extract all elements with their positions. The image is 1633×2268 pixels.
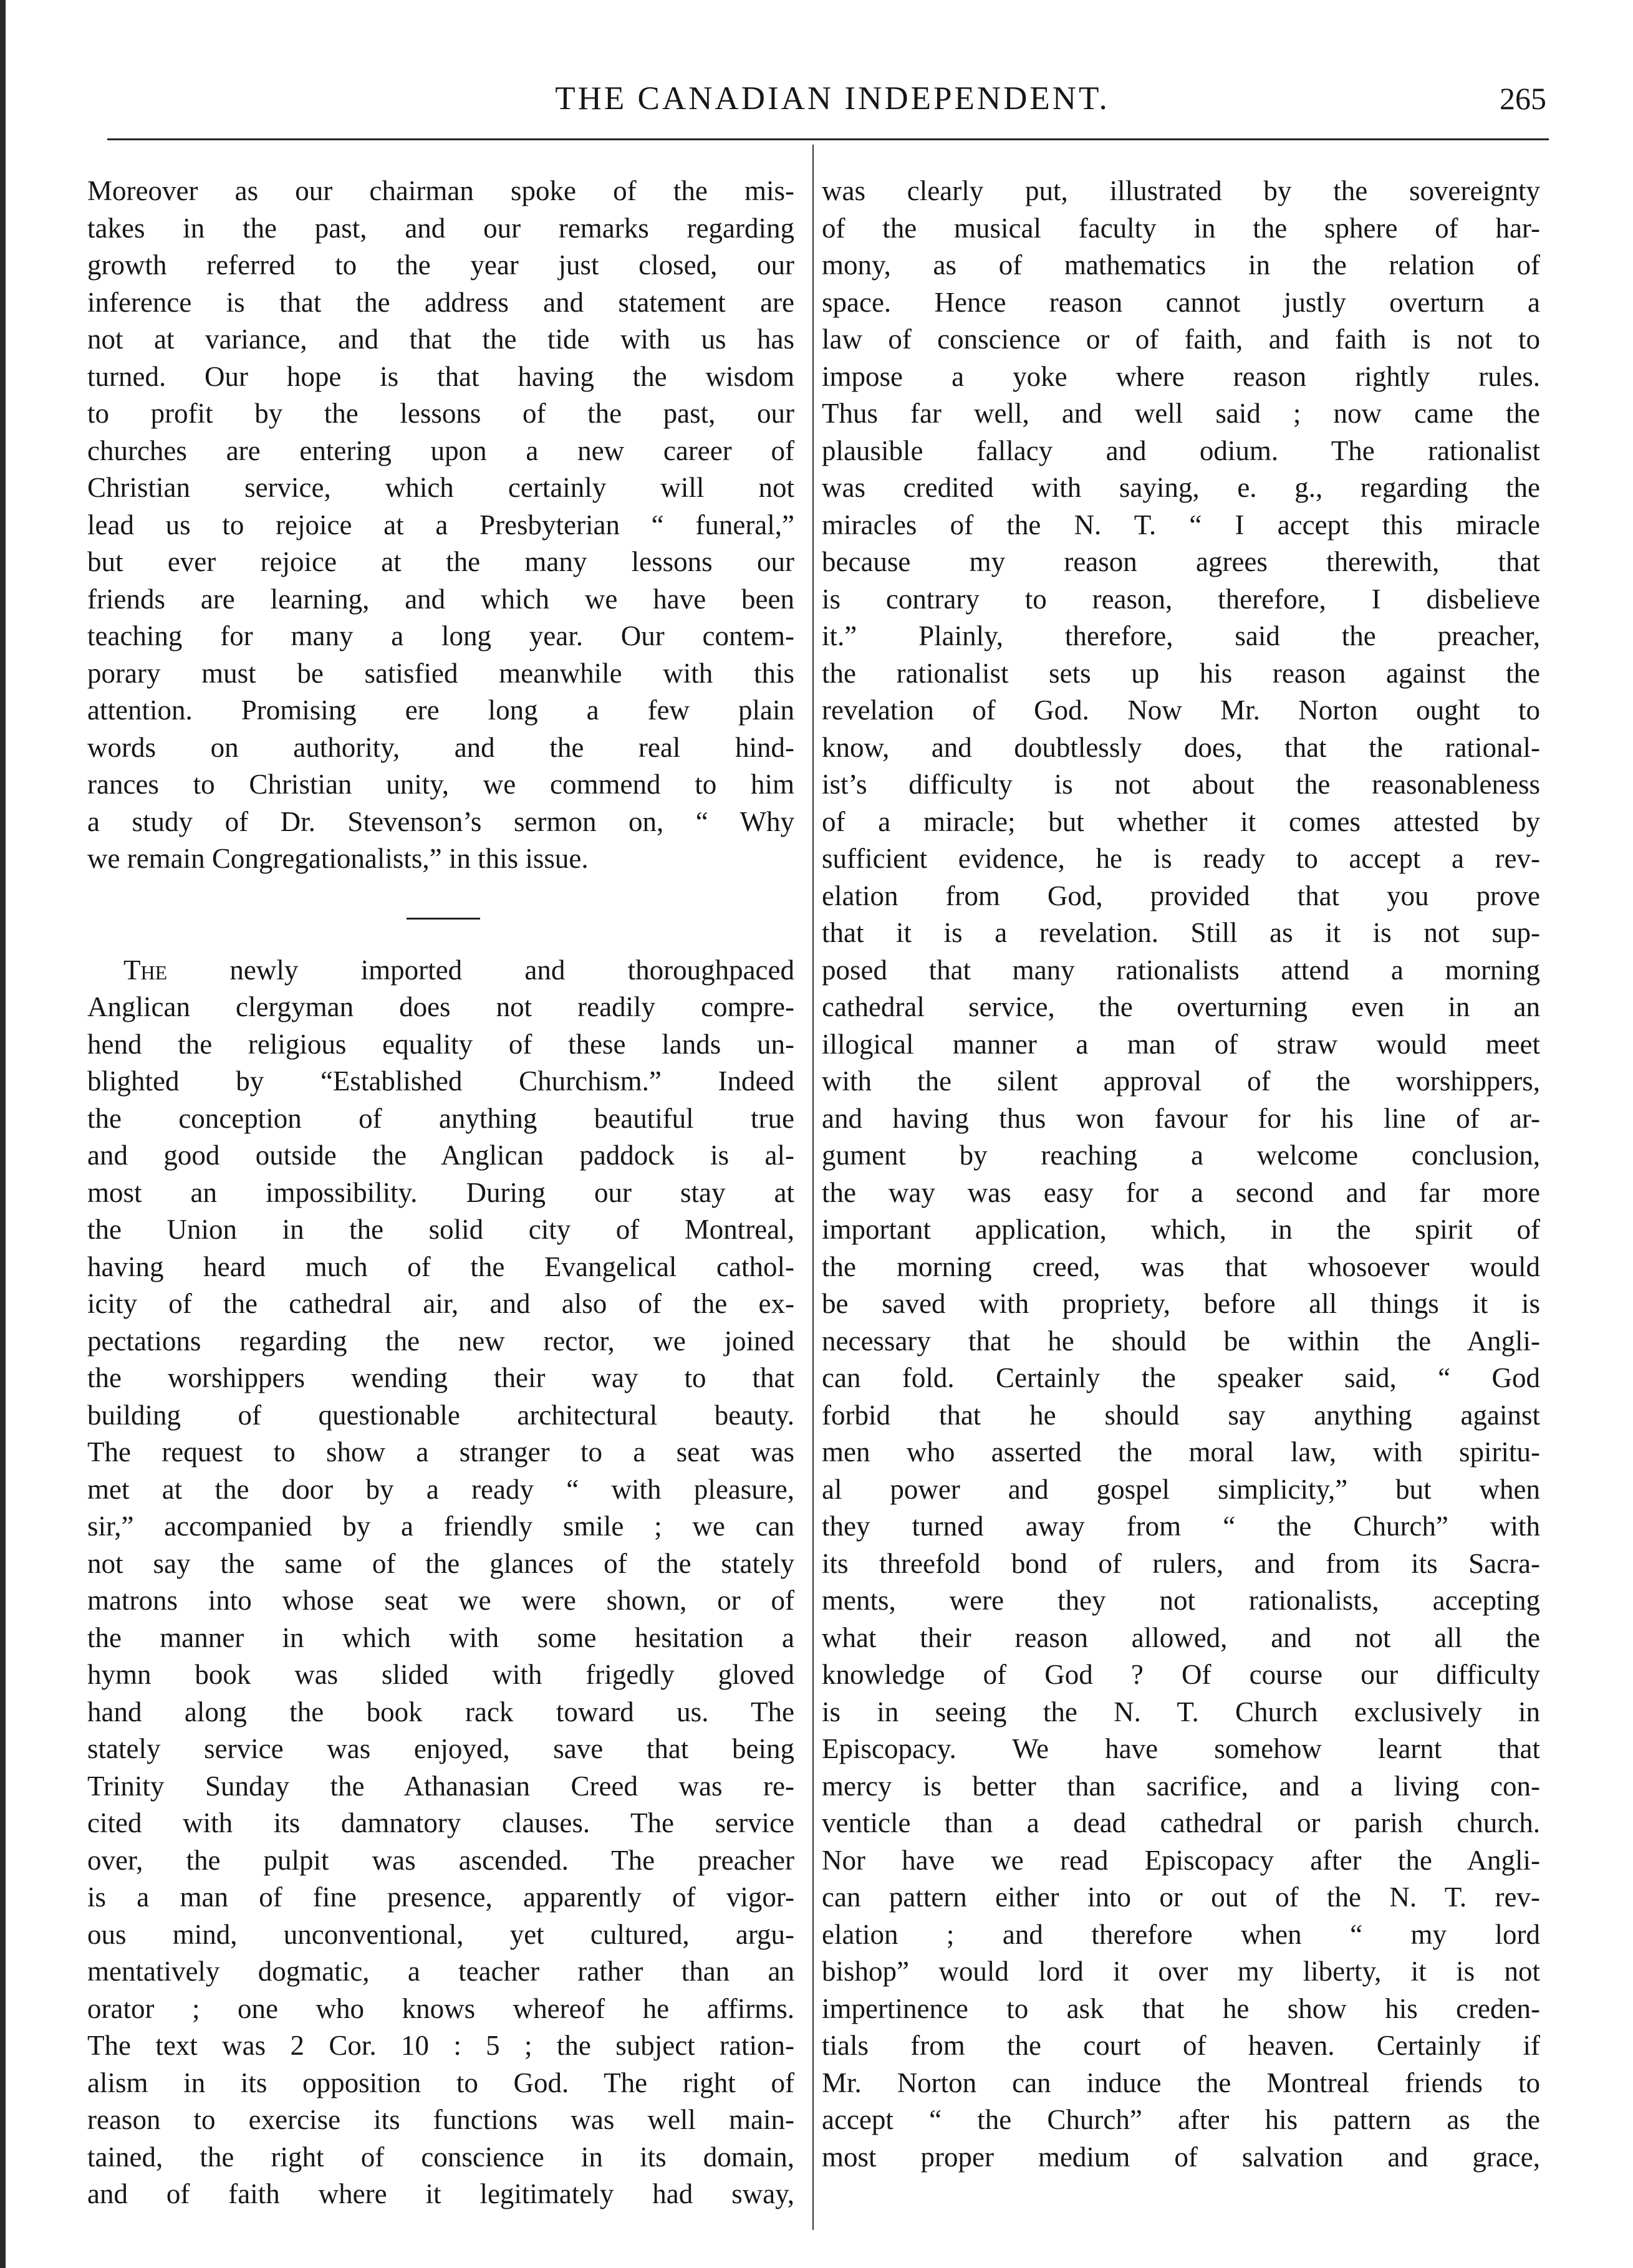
text-line: and good outside the Anglican paddock is al- (87, 1140, 794, 1171)
text-line: alism in its opposition to God. The right of (87, 2067, 794, 2098)
text-line: Mr. Norton can induce the Montreal friends to (822, 2067, 1540, 2098)
text-line: venticle than a dead cathedral or parish church. (822, 1807, 1540, 1838)
text-line: with the silent approval of the worshippers, (822, 1065, 1540, 1097)
running-title: THE CANADIAN INDEPENDENT. (555, 80, 1110, 117)
text-line: can fold. Certainly the speaker said, “ God (822, 1362, 1540, 1393)
page-binding-edge (0, 0, 6, 2268)
text-line: the way was easy for a second and far more (822, 1176, 1540, 1208)
text-line: Episcopacy. We have somehow learnt that (822, 1733, 1540, 1764)
text-line: Nor have we read Episcopacy after the Angli- (822, 1844, 1540, 1876)
section-separator (87, 878, 794, 952)
text-line: impose a yoke where reason rightly rules. (822, 360, 1540, 392)
text-line: most proper medium of salvation and grace, (822, 2141, 1540, 2173)
text-line: mercy is better than sacrifice, and a living con- (822, 1770, 1540, 1802)
text-line: tials from the court of heaven. Certainly if (822, 2030, 1540, 2061)
text-line: takes in the past, and our remarks regarding (87, 212, 794, 244)
text-line: ist’s difficulty is not about the reasonableness (822, 769, 1540, 800)
text-line: sufficient evidence, he is ready to accept a rev- (822, 843, 1540, 874)
text-line: important application, which, in the spirit of (822, 1214, 1540, 1245)
text-line: cathedral service, the overturning even in an (822, 991, 1540, 1022)
text-line: bishop” would lord it over my liberty, it is not (822, 1956, 1540, 1987)
text-line: gument by reaching a welcome conclusion, (822, 1140, 1540, 1171)
left-column (87, 173, 794, 2213)
lead-word: The (123, 954, 168, 986)
text-line: porary must be satisfied meanwhile with this (87, 657, 794, 689)
text-line: because my reason agrees therewith, that (822, 546, 1540, 577)
text-line: forbid that he should say anything against (822, 1399, 1540, 1431)
text-line: words on authority, and the real hind- (87, 731, 794, 763)
text-line: the morning creed, was that whosoever would (822, 1251, 1540, 1282)
text-line: not say the same of the glances of the stately (87, 1547, 794, 1579)
text-line: was credited with saying, e. g., regarding the (822, 472, 1540, 503)
text-line: is in seeing the N. T. Church exclusively in (822, 1696, 1540, 1727)
text-line: most an impossibility. During our stay at (87, 1176, 794, 1208)
text-line: hend the religious equality of these lands un- (87, 1028, 794, 1060)
text-line: miracles of the N. T. “ I accept this miracle (822, 509, 1540, 541)
text-line: not at variance, and that the tide with us has (87, 324, 794, 355)
text-line: Anglican clergyman does not readily compre- (87, 991, 794, 1022)
section-rule (407, 918, 480, 920)
text-line: posed that many rationalists attend a morning (822, 954, 1540, 986)
text-line: hand along the book rack toward us. The (87, 1696, 794, 1727)
text-line: icity of the cathedral air, and also of the ex- (87, 1288, 794, 1319)
text-line: of the musical faculty in the sphere of har- (822, 212, 1540, 244)
text-line: and of faith where it legitimately had sway, (87, 2178, 794, 2209)
text-line: is a man of fine presence, apparently of vigor- (87, 1881, 794, 1913)
text-line: ments, were they not rationalists, accepting (822, 1585, 1540, 1616)
text-line: was clearly put, illustrated by the sovereignty (822, 175, 1540, 206)
text-line: it.” Plainly, therefore, said the preacher, (822, 620, 1540, 651)
text-line: Moreover as our chairman spoke of the mis- (87, 175, 794, 206)
text-line: we remain Congregationalists,” in this issue. (87, 843, 589, 874)
text-line: friends are learning, and which we have been (87, 583, 794, 615)
text-line: having heard much of the Evangelical cathol- (87, 1251, 794, 1282)
text-line: of a miracle; but whether it comes attested by (822, 805, 1540, 837)
text-line: mentatively dogmatic, a teacher rather than an (87, 1956, 794, 1987)
text-line: rances to Christian unity, we commend to him (87, 769, 794, 800)
text-line: the Union in the solid city of Montreal, (87, 1214, 794, 1245)
text-line: orator ; one who knows whereof he affirms. (87, 1992, 794, 2024)
text-line: illogical manner a man of straw would meet (822, 1028, 1540, 1060)
text-line: law of conscience or of faith, and faith is not to (822, 324, 1540, 355)
text-line: attention. Promising ere long a few plain (87, 694, 794, 726)
text-line: can pattern either into or out of the N. T. rev- (822, 1881, 1540, 1913)
page-header (118, 74, 1546, 130)
text-line: the manner in which with some hesitation a (87, 1622, 794, 1653)
text-line: The request to show a stranger to a seat was (87, 1436, 794, 1468)
text-line: plausible fallacy and odium. The rationalist (822, 435, 1540, 466)
text-line: revelation of God. Now Mr. Norton ought to (822, 694, 1540, 726)
lead-line-rest: newly imported and thoroughpaced (167, 954, 794, 986)
text-line: sir,” accompanied by a friendly smile ; we can (87, 1511, 794, 1542)
paragraph-anglican-clergyman (87, 952, 794, 2213)
text-line: mony, as of mathematics in the relation of (822, 249, 1540, 281)
page-number: 265 (1500, 81, 1546, 116)
text-line: what their reason allowed, and not all the (822, 1622, 1540, 1653)
text-line: the rationalist sets up his reason against the (822, 657, 1540, 689)
text-line: cited with its damnatory clauses. The service (87, 1807, 794, 1838)
header-rule (107, 138, 1549, 140)
text-line: over, the pulpit was ascended. The preacher (87, 1844, 794, 1876)
text-line: the conception of anything beautiful true (87, 1102, 794, 1134)
text-line: matrons into whose seat we were shown, or of (87, 1585, 794, 1616)
text-line: building of questionable architectural beauty. (87, 1399, 794, 1431)
text-line: stately service was enjoyed, save that being (87, 1733, 794, 1764)
text-line: be saved with propriety, before all things it is (822, 1288, 1540, 1319)
text-line: know, and doubtlessly does, that the rational- (822, 731, 1540, 763)
text-line: the worshippers wending their way to that (87, 1362, 794, 1393)
text-line: met at the door by a ready “ with pleasure, (87, 1473, 794, 1505)
text-line: a study of Dr. Stevenson’s sermon on, “ Why (87, 805, 794, 837)
text-line: that it is a revelation. Still as it is not sup- (822, 917, 1540, 948)
text-line: blighted by “Established Churchism.” Indeed (87, 1065, 794, 1097)
text-line: churches are entering upon a new career of (87, 435, 794, 466)
text-line: and having thus won favour for his line of ar- (822, 1102, 1540, 1134)
text-line: lead us to rejoice at a Presbyterian “ funeral,” (87, 509, 794, 541)
text-line: is contrary to reason, therefore, I disbelieve (822, 583, 1540, 615)
text-line: al power and gospel simplicity,” but when (822, 1473, 1540, 1505)
text-line: Christian service, which certainly will not (87, 472, 794, 503)
text-line: reason to exercise its functions was well main- (87, 2104, 794, 2135)
text-line: elation ; and therefore when “ my lord (822, 1918, 1540, 1950)
text-line: to profit by the lessons of the past, our (87, 398, 794, 429)
column-divider (812, 145, 814, 2230)
text-line: The text was 2 Cor. 10 : 5 ; the subject ration- (87, 2030, 794, 2061)
text-line: inference is that the address and statement are (87, 286, 794, 318)
text-line: ous mind, unconventional, yet cultured, argu- (87, 1918, 794, 1950)
text-line: Trinity Sunday the Athanasian Creed was re- (87, 1770, 794, 1802)
text-line: men who asserted the moral law, with spiritu- (822, 1436, 1540, 1468)
text-line: they turned away from “ the Church” with (822, 1511, 1540, 1542)
text-line: tained, the right of conscience in its domain, (87, 2141, 794, 2173)
text-line: accept “ the Church” after his pattern as the (822, 2104, 1540, 2135)
text-line: hymn book was slided with frigedly gloved (87, 1659, 794, 1690)
text-line: necessary that he should be within the Angli- (822, 1325, 1540, 1357)
text-line: turned. Our hope is that having the wisdom (87, 360, 794, 392)
text-line: its threefold bond of rulers, and from its Sacra- (822, 1547, 1540, 1579)
text-line: pectations regarding the new rector, we joined (87, 1325, 794, 1357)
right-column (822, 173, 1540, 2176)
text-line: knowledge of God ? Of course our difficulty (822, 1659, 1540, 1690)
text-line: space. Hence reason cannot justly overturn a (822, 286, 1540, 318)
text-line: teaching for many a long year. Our contem- (87, 620, 794, 651)
text-line: Thus far well, and well said ; now came the (822, 398, 1540, 429)
text-line: impertinence to ask that he show his creden- (822, 1992, 1540, 2024)
paragraph-chairman (87, 173, 794, 878)
text-line: growth referred to the year just closed, our (87, 249, 794, 281)
text-line: but ever rejoice at the many lessons our (87, 546, 794, 577)
text-line (87, 952, 794, 989)
text-line: elation from God, provided that you prove (822, 880, 1540, 911)
